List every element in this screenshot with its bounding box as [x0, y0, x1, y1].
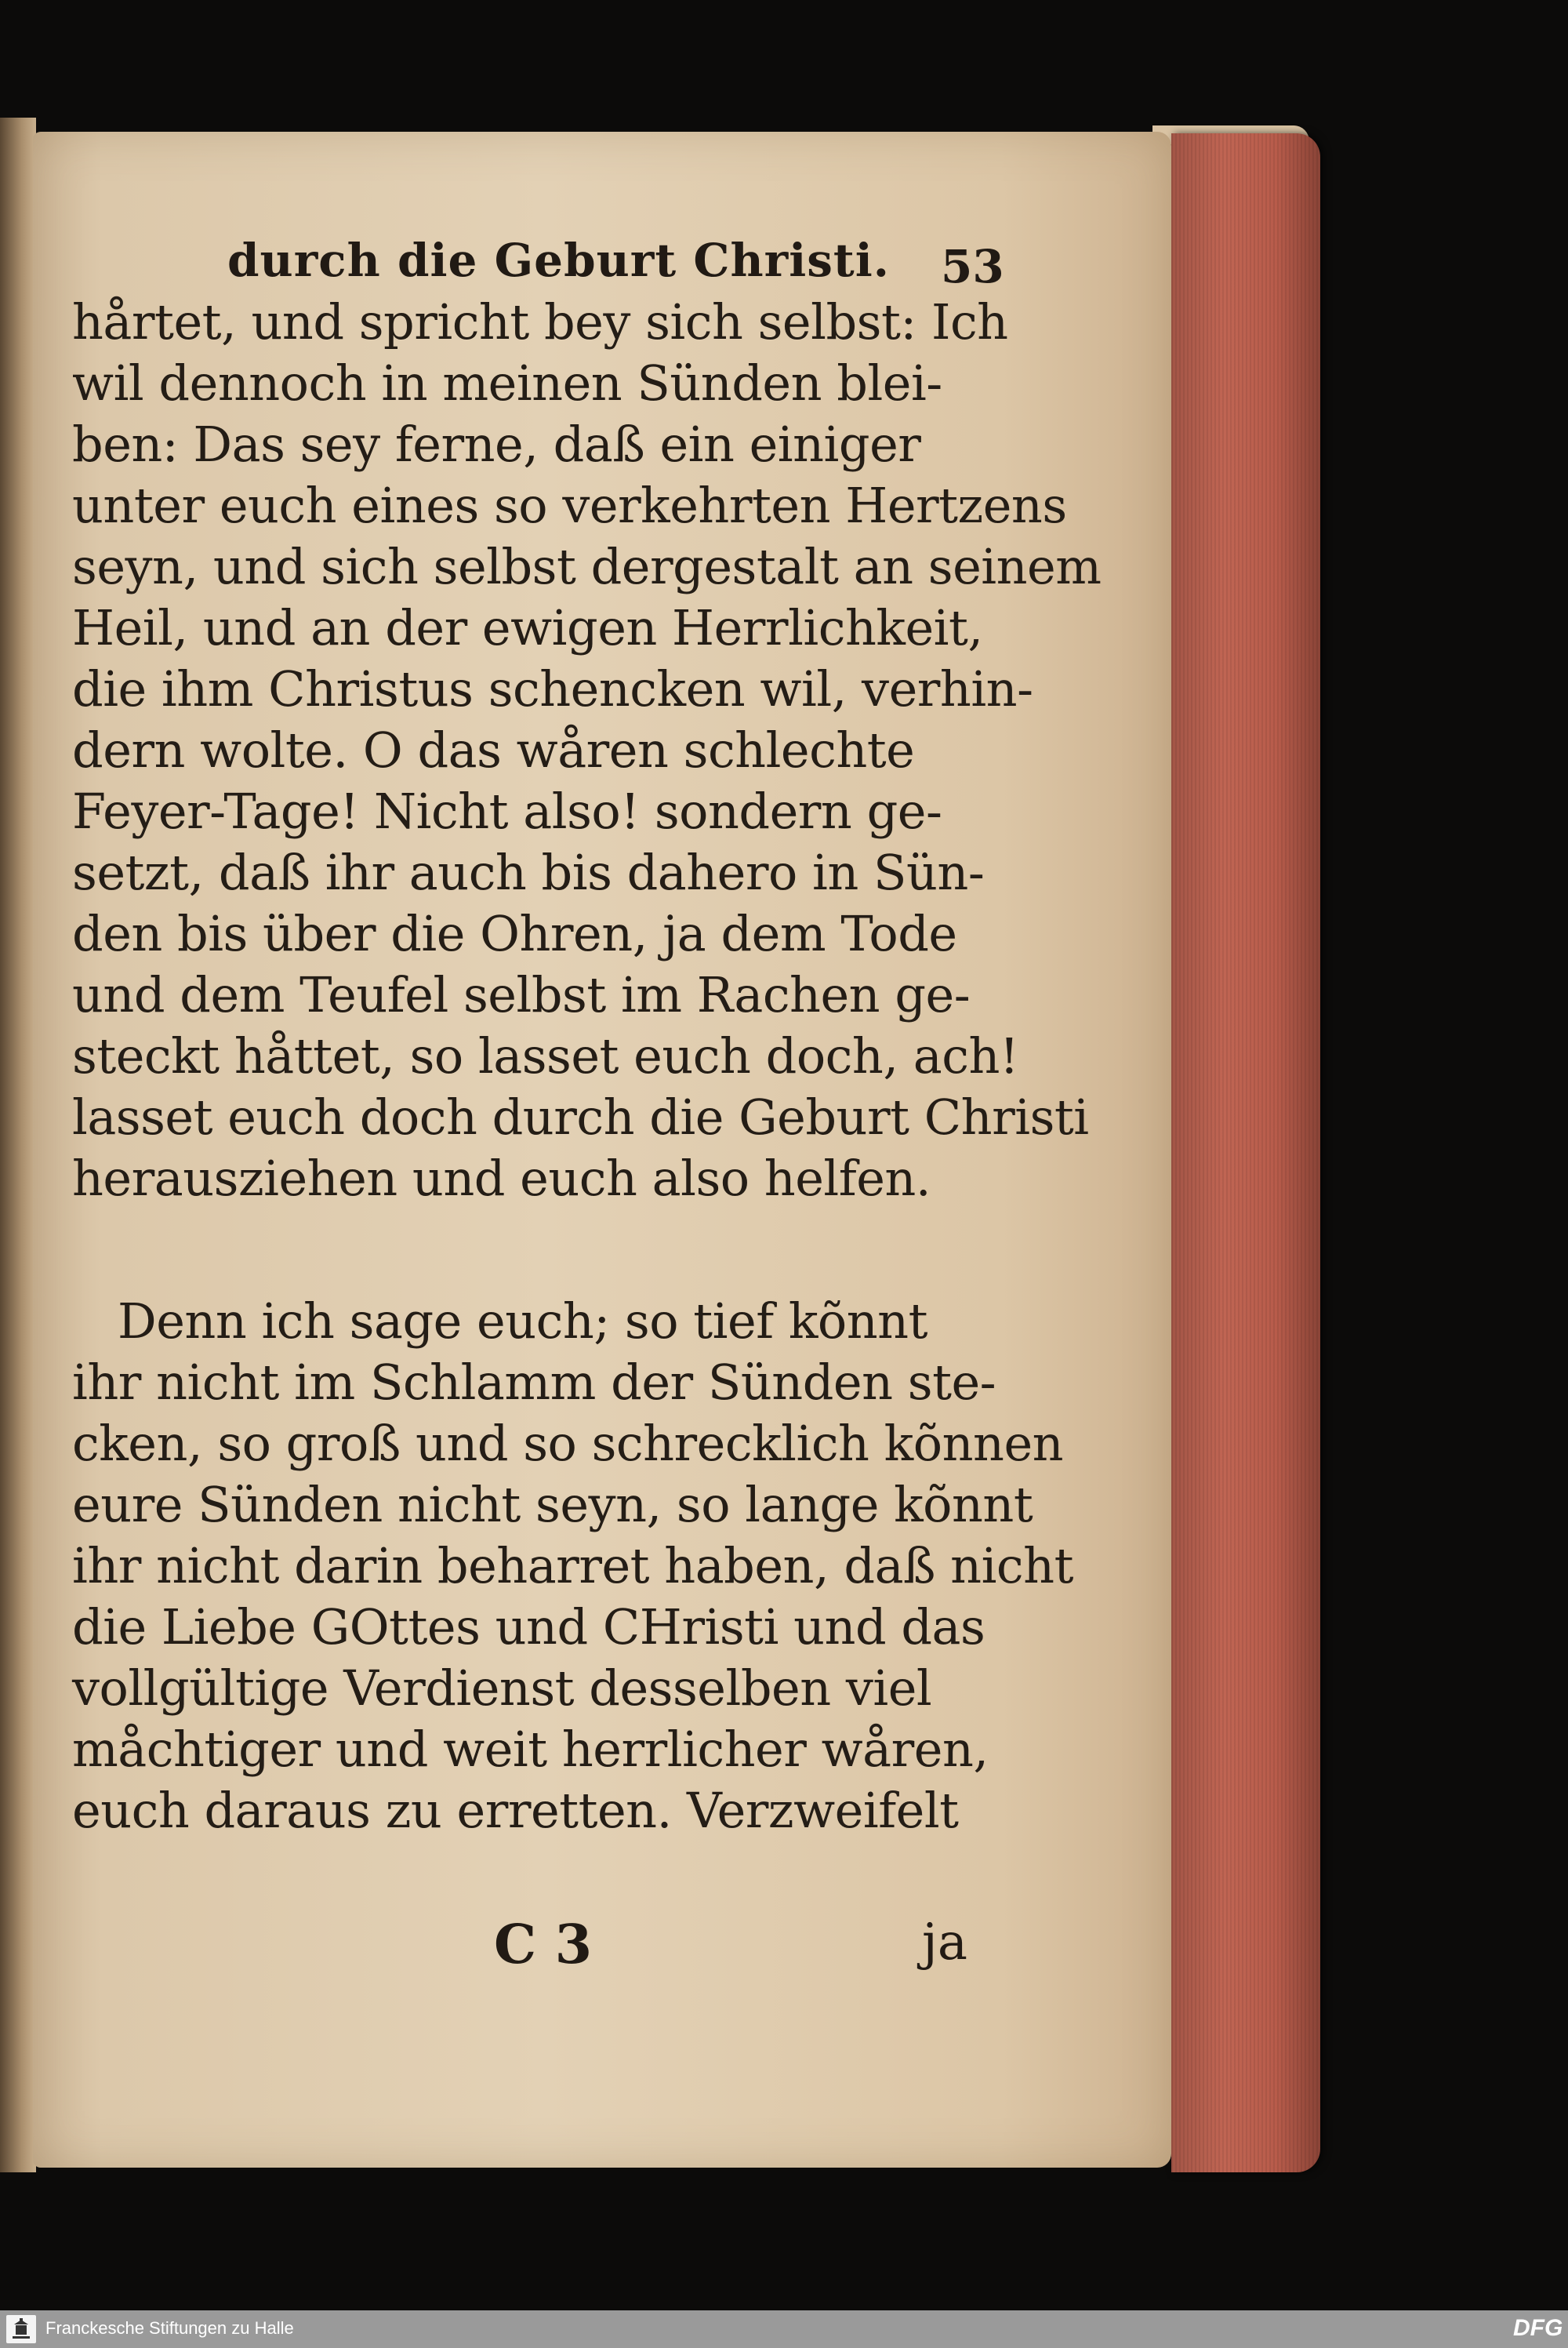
text-line: und dem Teufel selbst im Rachen ge- — [72, 966, 971, 1023]
text-line: Heil, und an der ewigen Herrlichkeit, — [72, 599, 983, 656]
text-line: Denn ich sage euch; so tief kõnnt — [118, 1292, 928, 1350]
text-line: cken, so groß und so schrecklich kõnnen — [72, 1415, 1064, 1472]
text-line: herausziehen und euch also helfen. — [72, 1150, 931, 1207]
text-line: eure Sünden nicht seyn, so lange kõnnt — [72, 1476, 1033, 1533]
text-line: steckt håttet, so lasset euch doch, ach! — [72, 1027, 1019, 1085]
text-line: setzt, daß ihr auch bis dahero in Sün- — [72, 844, 985, 901]
catchword: ja — [922, 1914, 967, 1972]
text-line: Feyer-Tage! Nicht also! sondern ge- — [72, 783, 942, 840]
text-line: vollgültige Verdienst desselben viel — [72, 1659, 932, 1717]
footer-credit: Franckesche Stiftungen zu Halle — [45, 2318, 294, 2338]
page-edges — [1171, 133, 1320, 2172]
text-line: måchtiger und weit herrlicher wåren, — [72, 1721, 989, 1778]
text-line: ihr nicht im Schlamm der Sünden ste- — [72, 1354, 996, 1411]
dfg-logo: DFG — [1513, 2315, 1563, 2341]
body-text — [72, 292, 1102, 1841]
text-line: ihr nicht darin beharret haben, daß nicht — [72, 1537, 1073, 1594]
text-line: wil dennoch in meinen Sünden blei- — [72, 354, 942, 412]
text-line: lasset euch doch durch die Geburt Christi — [72, 1089, 1089, 1146]
text-line: den bis über die Ohren, ja dem Tode — [72, 905, 957, 962]
institution-logo-icon — [6, 2315, 36, 2343]
left-page-edge — [0, 118, 36, 2172]
signature-mark: C 3 — [494, 1914, 593, 1976]
text-line: hårtet, und spricht bey sich selbst: Ich — [72, 293, 1008, 351]
text-line: ben: Das sey ferne, daß ein einiger — [72, 416, 921, 473]
text-line: seyn, und sich selbst dergestalt an seinem — [72, 538, 1102, 595]
text-line: die ihm Christus schencken wil, verhin- — [72, 660, 1033, 718]
text-line: euch daraus zu erretten. Verzweifelt — [72, 1782, 959, 1839]
page-number: 53 — [941, 240, 1004, 293]
text-line: die Liebe GOttes und CHristi und das — [72, 1598, 985, 1656]
text-line: unter euch eines so verkehrten Hertzens — [72, 477, 1067, 534]
paragraph-break — [72, 1209, 985, 1291]
text-line: dern wolte. O das wåren schlechte — [72, 721, 915, 779]
running-head: durch die Geburt Christi. — [227, 234, 890, 287]
